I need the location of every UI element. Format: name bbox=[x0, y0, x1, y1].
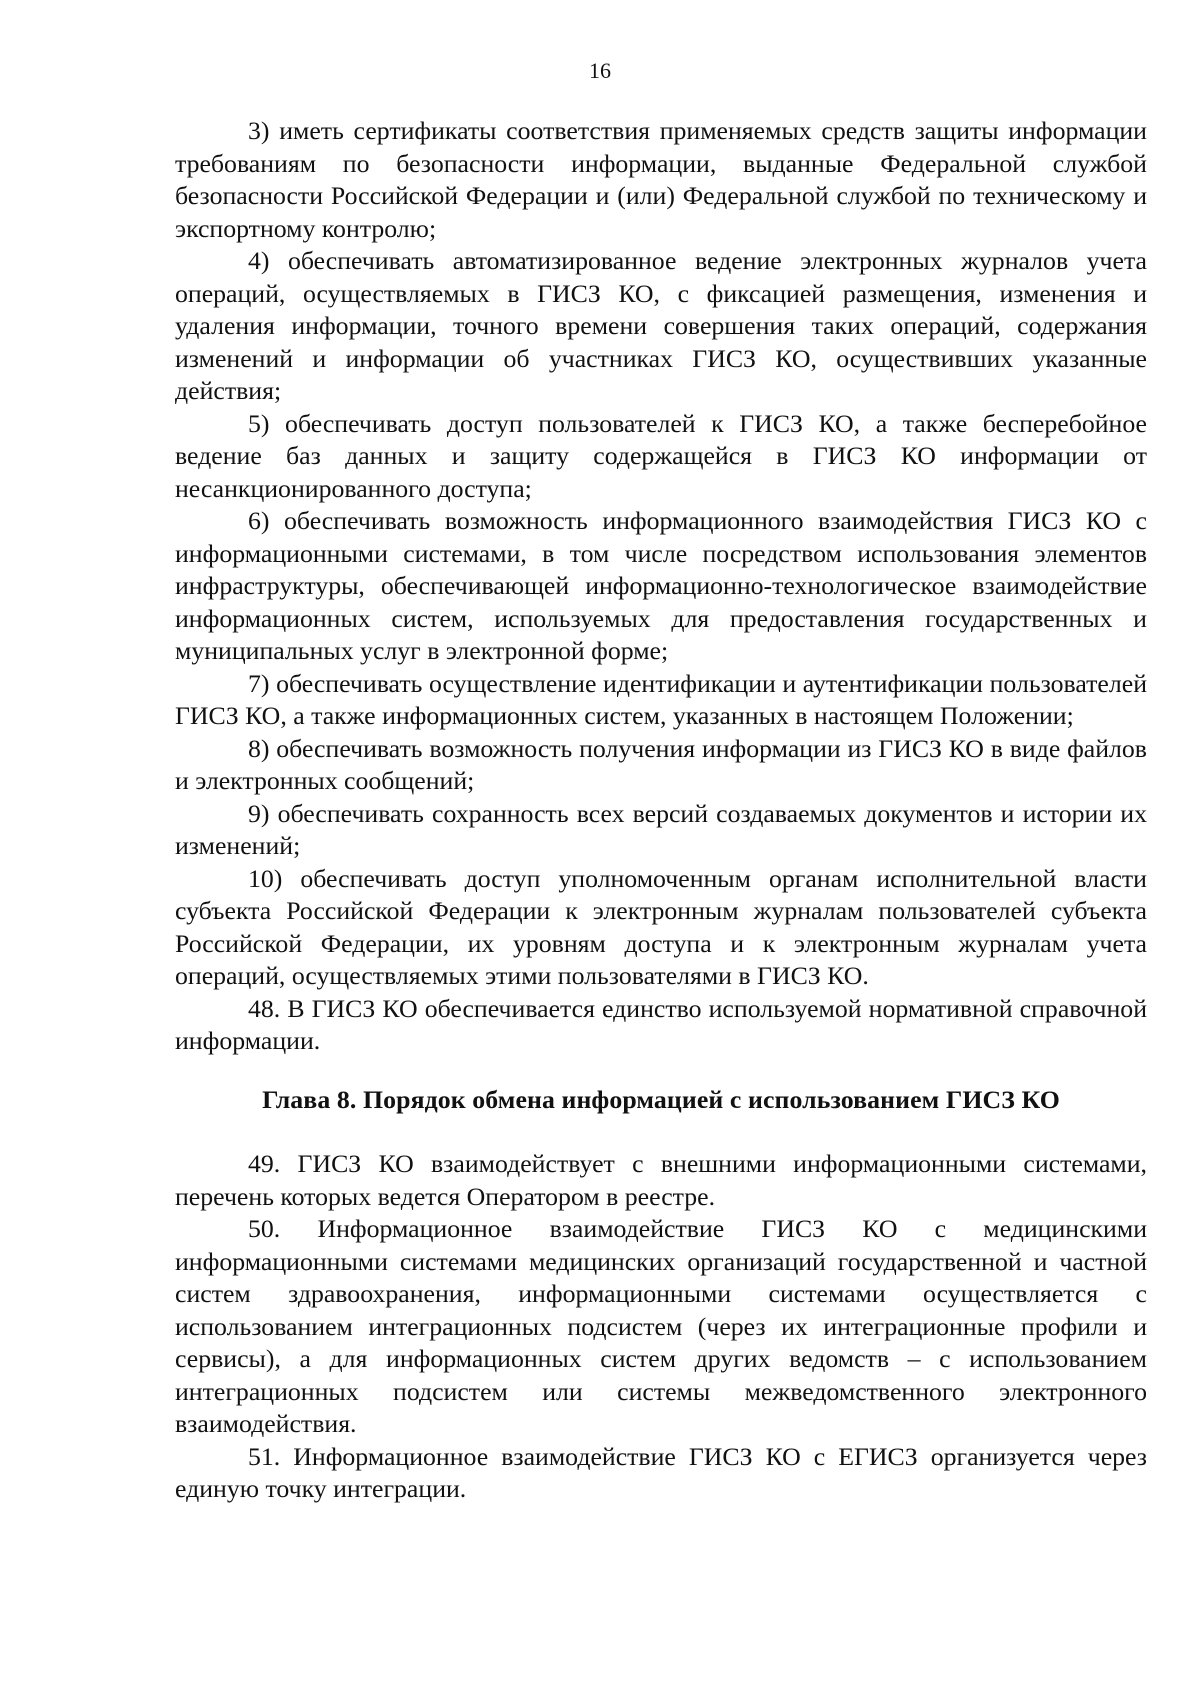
page-number: 16 bbox=[589, 58, 611, 83]
paragraph-clause-51: 51. Информационное взаимодействие ГИСЗ КО с ЕГИСЗ организуется через единую точку интеграции. bbox=[175, 1441, 1147, 1503]
paragraph-item-6: 6) обеспечивать возможность информационного взаимодействия ГИСЗ КО с информационными системами, в том числе посредством использования элементов инфраструктуры, обеспечивающей информационно-технологическое взаимодействие информационных систем, используемых для предоставления государственных и муниципальных услуг в электронной форме; bbox=[175, 506, 1147, 665]
paragraph-clause-49: 49. ГИСЗ КО взаимодействует с внешними информационными системами, перечень которых ведется Оператором в реестре. bbox=[175, 1149, 1147, 1211]
paragraph-item-10: 10) обеспечивать доступ уполномоченным органам исполнительной власти субъекта Российской Федерации к электронным журналам пользователей субъекта Российской Федерации, их уровням доступа и к электронным журналам учета операций, осуществляемых этими пользователями в ГИСЗ КО. bbox=[175, 863, 1147, 990]
paragraph-clause-50: 50. Информационное взаимодействие ГИСЗ КО с медицинскими информационными системами медицинских организаций государственной и частной систем здравоохранения, информационными системами осуществляется с использованием интеграционных подсистем (через их интеграционные профили и сервисы), а для информационных систем других ведомств – с использованием интеграционных подсистем или системы межведомственного электронного взаимодействия. bbox=[175, 1214, 1147, 1438]
paragraph-clause-48: 48. В ГИСЗ КО обеспечивается единство используемой нормативной справочной информации. bbox=[175, 993, 1147, 1055]
paragraph-item-3: 3) иметь сертификаты соответствия применяемых средств защиты информации требованиям по безопасности информации, выданные Федеральной службой безопасности Российской Федерации и (или) Федеральной службой по техническому и экспортному контролю; bbox=[175, 116, 1147, 243]
paragraph-item-4: 4) обеспечивать автоматизированное ведение электронных журналов учета операций, осуществляемых в ГИСЗ КО, с фиксацией размещения, изменения и удаления информации, точного времени совершения таких операций, содержания изменений и информации об участниках ГИСЗ КО, осуществивших указанные действия; bbox=[175, 246, 1147, 405]
paragraph-item-7: 7) обеспечивать осуществление идентификации и аутентификации пользователей ГИСЗ КО, а также информационных систем, указанных в настоящем Положении; bbox=[175, 668, 1147, 730]
chapter-heading: Глава 8. Порядок обмена информацией с использованием ГИСЗ КО bbox=[262, 1084, 1060, 1114]
paragraph-item-5: 5) обеспечивать доступ пользователей к ГИСЗ КО, а также бесперебойное ведение баз данных и защиту содержащейся в ГИСЗ КО информации от несанкционированного доступа; bbox=[175, 408, 1147, 503]
paragraph-item-9: 9) обеспечивать сохранность всех версий создаваемых документов и истории их изменений; bbox=[175, 798, 1147, 860]
paragraph-item-8: 8) обеспечивать возможность получения информации из ГИСЗ КО в виде файлов и электронных сообщений; bbox=[175, 733, 1147, 795]
document-body bbox=[175, 115, 1147, 1506]
